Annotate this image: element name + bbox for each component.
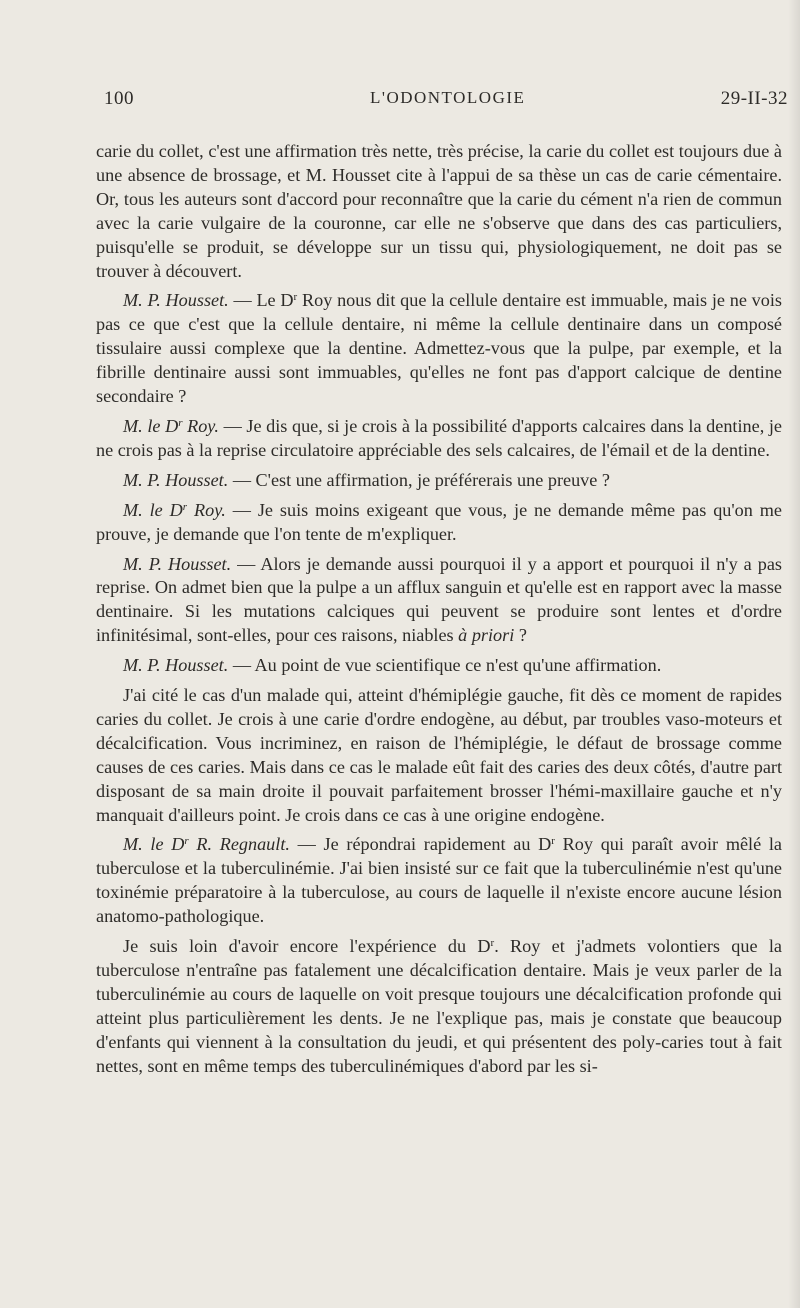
speaker-name: M. P. Housset. — [123, 655, 229, 676]
paragraph — [96, 684, 782, 827]
paragraph — [96, 935, 782, 1078]
paragraph-text: — Je dis que, si je crois à la possibilité d'apports calcaires dans la dentine, je ne crois pas à la reprise circulatoire appréciable des sels calcaires, de l'émail et de la dentine. — [96, 415, 782, 460]
speaker-name: M. P. Housset. — [123, 553, 232, 574]
paragraph — [96, 499, 782, 547]
paragraph-text: — Alors je demande aussi pourquoi il y a apport et pourquoi il n'y a pas reprise. On admet bien que la pulpe a un afflux sanguin et qu'elle est en rapport avec la masse dentinaire. Si les mutations calciques qui peuvent se produire sont lentes et d'ordre infinitésimal, sont-elles, pour ces raisons, niables à priori ? — [96, 553, 782, 646]
running-header — [104, 88, 788, 118]
article-body — [96, 140, 782, 1085]
speaker-name: M. P. Housset. — [123, 469, 229, 490]
paragraph-text: — C'est une affirmation, je préférerais une preuve ? — [232, 469, 610, 490]
paragraph — [96, 289, 782, 409]
paragraph — [96, 553, 782, 649]
paragraph — [96, 469, 782, 493]
paragraph — [96, 140, 782, 283]
speaker-name: M. le $D^r$ Roy. — [123, 415, 219, 436]
paragraph-text: Je suis loin d'avoir encore l'expérience du $D^r$. Roy et j'admets volontiers que la tuberculose n'entraîne pas fatalement une décalcification dentaire. Mais je veux parler de la tuberculinémie au cours de laquelle on voit presque toujours une décalcification profonde qui atteint plus particulièrement les dents. Je ne l'explique pas, mais je constate que beaucoup d'enfants qui viennent à la consultation du jeudi, et qui présentent des poly-caries tout à fait nettes, sont en même temps des tuberculinémiques d'abord par les si- — [96, 936, 782, 1076]
page-number: 100 — [104, 88, 134, 109]
journal-title: L'ODONTOLOGIE — [370, 88, 526, 107]
speaker-name: M. le $D^r$ R. Regnault. — [123, 834, 290, 855]
paragraph-text: — Je répondrai rapidement au $D^r$ Roy qui paraît avoir mêlé la tuberculose et la tuberculinémie. J'ai bien insisté sur ce fait que la tuberculinémie n'est qu'une toxinémie préparatoire à la tuberculose, au cours de laquelle il n'existe encore aucune lésion anatomo-pathologique. — [96, 834, 782, 927]
paragraph-text: — Je suis moins exigeant que vous, je ne demande même pas qu'on me prouve, je demande que l'on tente de m'expliquer. — [96, 499, 782, 544]
page-edge-shadow — [788, 0, 800, 1308]
paragraph — [96, 654, 782, 678]
paragraph — [96, 833, 782, 929]
paragraph — [96, 415, 782, 463]
paragraph-text: — Au point de vue scientifique ce n'est qu'une affirmation. — [232, 655, 662, 676]
speaker-name: M. P. Housset. — [123, 290, 229, 311]
paragraph-text: J'ai cité le cas d'un malade qui, atteint d'hémiplégie gauche, fit dès ce moment de rapides caries du collet. Je crois à une carie d'ordre endogène, au début, par troubles vaso-moteurs et décalcification. Vous incriminez, en raison de l'hémiplégie, le défaut de brossage comme causes de ces caries. Mais dans ce cas le malade eût fait des caries des deux côtés, d'autre part disposant de sa main droite il pouvait parfaitement brosser l'hémi-maxillaire gauche et n'y manquait d'ailleurs point. Je crois dans ce cas à une origine endogène. — [96, 685, 782, 825]
paragraph-text: — Le $D^r$ Roy nous dit que la cellule dentaire est immuable, mais je ne vois pas ce que c'est que la cellule dentaire, ni même la cellule dentinaire dans un composé tissulaire aussi complexe que la dentine. Admettez-vous que la pulpe, par exemple, et la fibrille dentinaire aussi sont immuables, qu'elles ne font pas d'apport calcique de dentine secondaire ? — [96, 290, 782, 407]
issue-date: 29-II-32 — [720, 88, 788, 109]
paragraph-text: carie du collet, c'est une affirmation très nette, très précise, la carie du collet est toujours due à une absence de brossage, et M. Housset cite à l'appui de sa thèse un cas de carie cémentaire. Or, tous les auteurs sont d'accord pour reconnaître que la carie du cément n'a rien de commun avec la carie vulgaire de la couronne, car elle ne s'observe que dans des cas particuliers, puisqu'elle se produit, se développe sur un tissu qui, physiologiquement, ne doit pas se trouver à découvert. — [96, 141, 782, 281]
speaker-name: M. le $D^r$ Roy. — [123, 499, 226, 520]
